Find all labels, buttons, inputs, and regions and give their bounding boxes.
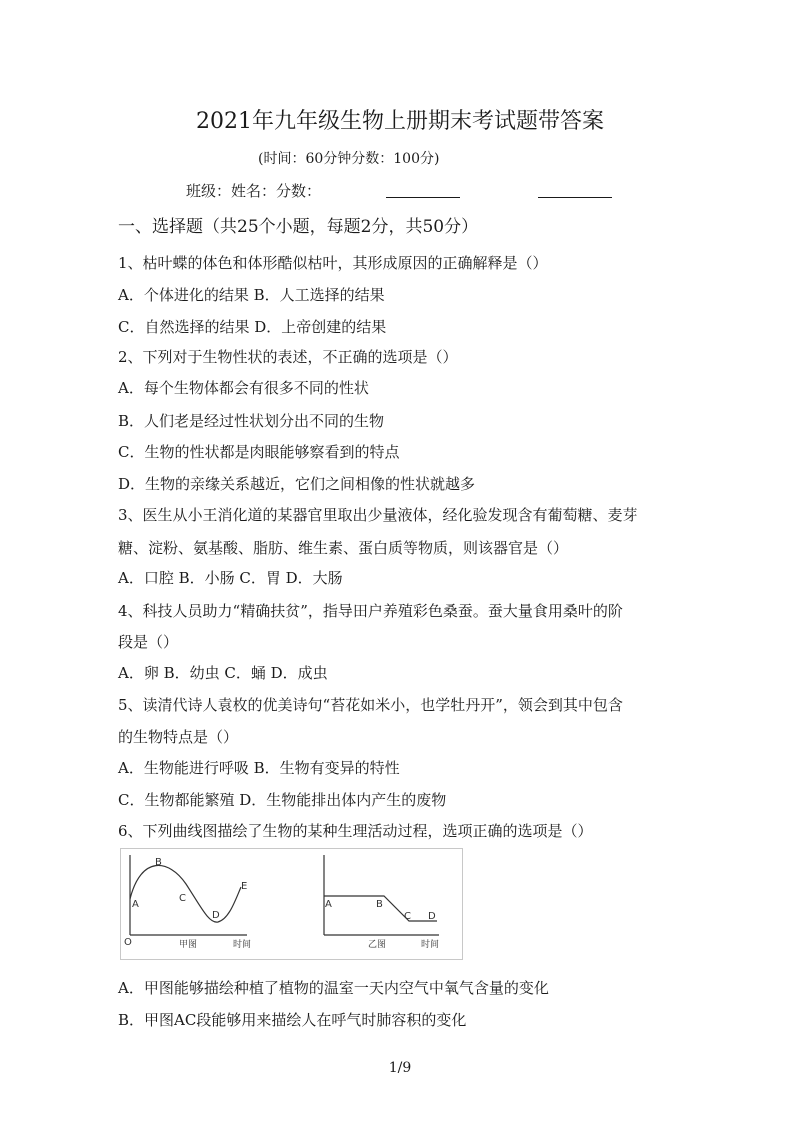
page-title: 2021年九年级生物上册期末考试题带答案: [196, 109, 604, 134]
option-line: C．自然选择的结果 D．上帝创建的结果: [118, 318, 387, 336]
left-point-label: A: [132, 899, 139, 910]
option-line: A．每个生物体都会有很多不同的性状: [118, 379, 369, 397]
question-line: 2、下列对于生物性状的表述，不正确的选项是（）: [118, 348, 458, 366]
blank-line: [386, 197, 460, 198]
right-point-label: B: [376, 899, 383, 910]
right-point-label: C: [404, 911, 411, 922]
left-x-axis-label: 时间: [233, 940, 252, 950]
left-chart-caption: 甲图: [179, 940, 198, 950]
left-point-label: D: [212, 910, 220, 921]
option-line: A．个体进化的结果 B．人工选择的结果: [118, 286, 385, 304]
page-number: 1/9: [388, 1060, 412, 1076]
curve-figure: [120, 848, 463, 960]
right-chart-caption: 乙图: [368, 940, 387, 950]
question-line: 1、枯叶蝶的体色和体形酷似枯叶，其形成原因的正确解释是（）: [118, 254, 548, 272]
blank-line: [538, 197, 612, 198]
question-line: 3、医生从小王消化道的某器官里取出少量液体，经化验发现含有葡萄糖、麦芽: [118, 506, 638, 524]
left-origin-label: O: [124, 937, 132, 948]
question-line: 6、下列曲线图描绘了生物的某种生理活动过程，选项正确的选项是（）: [118, 822, 593, 840]
option-line: B．甲图AC段能够用来描绘人在呼气时肺容积的变化: [118, 1011, 467, 1029]
option-line: A．甲图能够描绘种植了植物的温室一天内空气中氧气含量的变化: [118, 979, 549, 997]
option-line: B．人们老是经过性状划分出不同的生物: [118, 412, 385, 430]
left-point-label: C: [179, 893, 186, 904]
section-heading: 一、选择题（共25个小题，每题2分，共50分）: [118, 217, 479, 237]
question-line: 的生物特点是（）: [118, 728, 239, 746]
right-point-label: D: [428, 911, 436, 922]
option-line: C．生物都能繁殖 D．生物能排出体内产生的废物: [118, 791, 447, 809]
right-point-label: A: [325, 899, 332, 910]
question-line: 5、读清代诗人袁枚的优美诗句“苔花如米小，也学牡丹开”，领会到其中包含: [118, 696, 623, 714]
option-line: D．生物的亲缘关系越近，它们之间相像的性状就越多: [118, 475, 476, 493]
curve-figure-svg: [121, 849, 462, 959]
student-info-label: 班级：姓名：分数：: [186, 182, 322, 200]
option-line: A．生物能进行呼吸 B．生物有变异的特性: [118, 759, 400, 777]
left-point-label: E: [241, 881, 248, 892]
option-line: A．口腔 B．小肠 C．胃 D．大肠: [118, 569, 343, 587]
left-point-label: B: [155, 857, 162, 868]
question-line: 4、科技人员助力“精确扶贫”，指导田户养殖彩色桑蚕。蚕大量食用桑叶的阶: [118, 602, 623, 620]
option-line: A．卵 B．幼虫 C．蛹 D．成虫: [118, 664, 328, 682]
exam-time-score: (时间：60分钟分数：100分): [258, 151, 440, 167]
question-line: 糖、淀粉、氨基酸、脂肪、维生素、蛋白质等物质，则该器官是（）: [118, 539, 569, 557]
option-line: C．生物的性状都是肉眼能够察看到的特点: [118, 443, 400, 461]
right-x-axis-label: 时间: [421, 940, 440, 950]
question-line: 段是（）: [118, 633, 179, 651]
